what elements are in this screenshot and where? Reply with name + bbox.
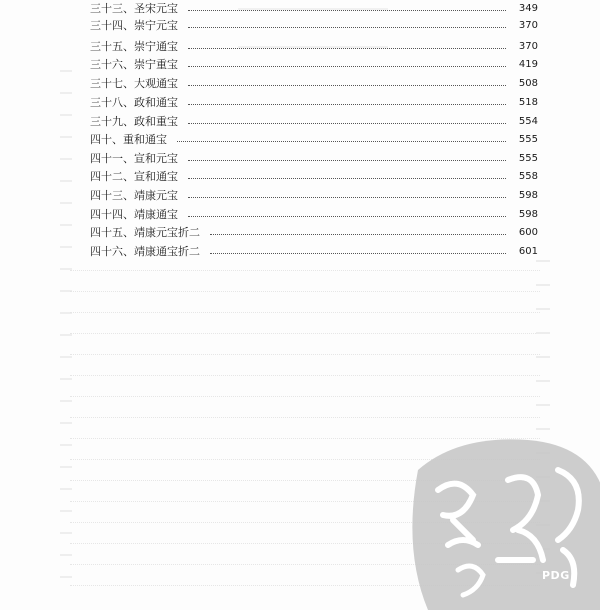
dot-leader — [210, 234, 506, 235]
toc-entry[interactable] — [90, 222, 538, 242]
dot-leader — [188, 160, 506, 161]
toc-entry-title: 三十四、崇宁元宝 — [90, 19, 178, 32]
toc-entry[interactable] — [90, 204, 538, 224]
toc-entry-title: 四十、重和通宝 — [90, 133, 167, 146]
dot-leader — [188, 10, 506, 11]
dot-leader — [177, 141, 506, 142]
toc-entry-title: 四十四、靖康通宝 — [90, 208, 178, 221]
toc-entry-page: 598 — [518, 189, 538, 201]
toc-entry-page: 349 — [518, 2, 538, 14]
seal-watermark — [398, 430, 600, 610]
toc-entry-title: 三十五、崇宁通宝 — [90, 40, 178, 53]
toc-entry[interactable] — [90, 15, 538, 35]
toc-entry-page: 555 — [518, 133, 538, 145]
toc-entry-title: 三十七、大观通宝 — [90, 77, 178, 90]
toc-entry-page: 558 — [518, 170, 538, 182]
dot-leader — [188, 178, 506, 179]
dot-leader — [188, 27, 506, 28]
toc-entry-title: 四十一、宣和元宝 — [90, 152, 178, 165]
toc-entry-page: 598 — [518, 208, 538, 220]
toc-entry[interactable] — [90, 148, 538, 168]
toc-entry[interactable] — [90, 185, 538, 205]
toc-entry[interactable] — [90, 166, 538, 186]
toc-entry-title: 四十五、靖康元宝折二 — [90, 226, 200, 239]
toc-entry-page: 419 — [518, 58, 538, 70]
toc-entry-title: 四十六、靖康通宝折二 — [90, 245, 200, 258]
toc-entry-title: 四十三、靖康元宝 — [90, 189, 178, 202]
toc-entry-title: 三十六、崇宁重宝 — [90, 58, 178, 71]
toc-entry-page: 508 — [518, 77, 538, 89]
toc-entry[interactable] — [90, 36, 538, 56]
dot-leader — [188, 48, 506, 49]
toc-entry[interactable] — [90, 241, 538, 261]
toc-entry[interactable] — [90, 73, 538, 93]
dot-leader — [188, 104, 506, 105]
toc-entry-page: 600 — [518, 226, 538, 238]
toc-entry[interactable] — [90, 54, 538, 74]
toc-entry-page: 370 — [518, 40, 538, 52]
dot-leader — [188, 197, 506, 198]
watermark-label: PDG — [542, 569, 570, 582]
toc-entry-title: 四十二、宣和通宝 — [90, 170, 178, 183]
toc-entry[interactable] — [90, 129, 538, 149]
dot-leader — [188, 85, 506, 86]
toc-entry[interactable] — [90, 92, 538, 112]
toc-entry-page: 555 — [518, 152, 538, 164]
dot-leader — [188, 66, 506, 67]
toc-entry-page: 370 — [518, 19, 538, 31]
toc-entry-title: 三十九、政和重宝 — [90, 115, 178, 128]
toc-entry-title: 三十三、圣宋元宝 — [90, 2, 178, 15]
dot-leader — [188, 123, 506, 124]
dot-leader — [188, 216, 506, 217]
toc-entry-page: 601 — [518, 245, 538, 257]
toc-entry-page: 518 — [518, 96, 538, 108]
dot-leader — [210, 253, 506, 254]
toc-entry[interactable] — [90, 111, 538, 131]
toc-entry-title: 三十八、政和通宝 — [90, 96, 178, 109]
toc-entry-page: 554 — [518, 115, 538, 127]
